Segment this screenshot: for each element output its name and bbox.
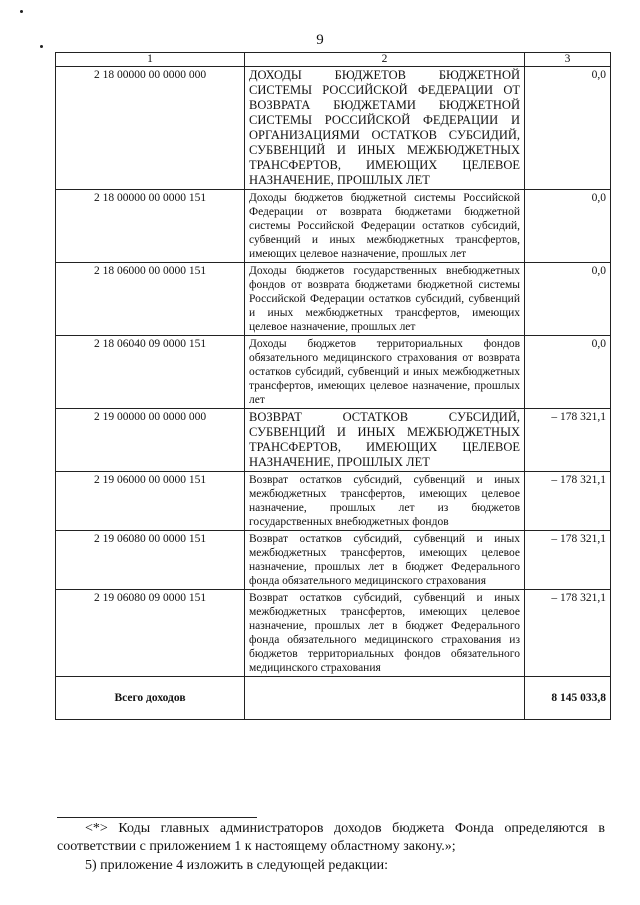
income-amount: 0,0 [525, 263, 611, 336]
revenue-table [55, 52, 611, 720]
column-header: 3 [525, 53, 611, 67]
table-row [56, 336, 611, 409]
income-description: Доходы бюджетов бюджетной системы Российской Федерации от возврата бюджетами бюджетной системы Российской Федерации остатков субсидий, субвенций и иных межбюджетных трансфертов, имеющих целевое назначение, прошлых лет [245, 190, 525, 263]
income-code: 2 18 00000 00 0000 000 [56, 67, 245, 190]
income-description: Возврат остатков субсидий, субвенций и иных межбюджетных трансфертов, имеющих целевое назначение, прошлых лет из бюджетов государственных внебюджетных фондов [245, 472, 525, 531]
table-row [56, 590, 611, 677]
table-header-row [56, 53, 611, 67]
income-code: 2 19 06000 00 0000 151 [56, 472, 245, 531]
income-code: 2 19 00000 00 0000 000 [56, 409, 245, 472]
column-header: 2 [245, 53, 525, 67]
table-row [56, 531, 611, 590]
income-code: 2 18 06000 00 0000 151 [56, 263, 245, 336]
amendment-item: 5) приложение 4 изложить в следующей редакции: [85, 858, 388, 873]
income-code: 2 19 06080 09 0000 151 [56, 590, 245, 677]
income-amount: – 178 321,1 [525, 590, 611, 677]
table-row [56, 472, 611, 531]
income-description: Доходы бюджетов государственных внебюджетных фондов от возврата бюджетами бюджетной системы Российской Федерации остатков субсидий, субвенций и иных межбюджетных трансфертов, имеющих целевое назначение, прошлых лет [245, 263, 525, 336]
table-row [56, 409, 611, 472]
total-amount: 8 145 033,8 [525, 677, 611, 720]
income-description: Доходы бюджетов территориальных фондов обязательного медицинского страхования от возврата остатков субсидий, субвенций и иных межбюджетных трансфертов, имеющих целевое назначение, прошлых лет [245, 336, 525, 409]
income-amount: 0,0 [525, 67, 611, 190]
table-row [56, 190, 611, 263]
page-number: 9 [316, 32, 324, 48]
total-label: Всего доходов [56, 677, 245, 720]
column-header: 1 [56, 53, 245, 67]
income-description: Возврат остатков субсидий, субвенций и иных межбюджетных трансфертов, имеющих целевое назначение, прошлых лет в бюджет Федерального фонда обязательного медицинского страхования из бюджетов территориальных фондов обязательного медицинского страхования [245, 590, 525, 677]
table-row [56, 67, 611, 190]
total-row [56, 677, 611, 720]
income-code: 2 19 06080 00 0000 151 [56, 531, 245, 590]
income-amount: – 178 321,1 [525, 472, 611, 531]
income-amount: 0,0 [525, 190, 611, 263]
income-amount: 0,0 [525, 336, 611, 409]
scan-dot [20, 10, 23, 13]
income-description: ВОЗВРАТ ОСТАТКОВ СУБСИДИЙ, СУБВЕНЦИЙ И ИНЫХ МЕЖБЮДЖЕТНЫХ ТРАНСФЕРТОВ, ИМЕЮЩИХ ЦЕЛЕВОЕ НАЗНАЧЕНИЕ, ПРОШЛЫХ ЛЕТ [245, 409, 525, 472]
total-empty-cell [245, 677, 525, 720]
table-row [56, 263, 611, 336]
footnote: <*> Коды главных администраторов доходов бюджета Фонда определяются в соответствии с приложением 1 к настоящему областному закону.»; [57, 821, 605, 854]
income-description: ДОХОДЫ БЮДЖЕТОВ БЮДЖЕТНОЙ СИСТЕМЫ РОССИЙСКОЙ ФЕДЕРАЦИИ ОТ ВОЗВРАТА БЮДЖЕТАМИ БЮДЖЕТНОЙ СИСТЕМЫ РОССИЙСКОЙ ФЕДЕРАЦИИ И ОРГАНИЗАЦИЯМИ ОСТАТКОВ СУБСИДИЙ, СУБВЕНЦИЙ И ИНЫХ МЕЖБЮДЖЕТНЫХ ТРАНСФЕРТОВ, ИМЕЮЩИХ ЦЕЛЕВОЕ НАЗНАЧЕНИЕ, ПРОШЛЫХ ЛЕТ [245, 67, 525, 190]
income-amount: – 178 321,1 [525, 409, 611, 472]
income-code: 2 18 00000 00 0000 151 [56, 190, 245, 263]
income-amount: – 178 321,1 [525, 531, 611, 590]
footnote-divider [57, 817, 257, 818]
income-description: Возврат остатков субсидий, субвенций и иных межбюджетных трансфертов, имеющих целевое назначение, прошлых лет в бюджет Федерального фонда обязательного медицинского страхования [245, 531, 525, 590]
income-code: 2 18 06040 09 0000 151 [56, 336, 245, 409]
